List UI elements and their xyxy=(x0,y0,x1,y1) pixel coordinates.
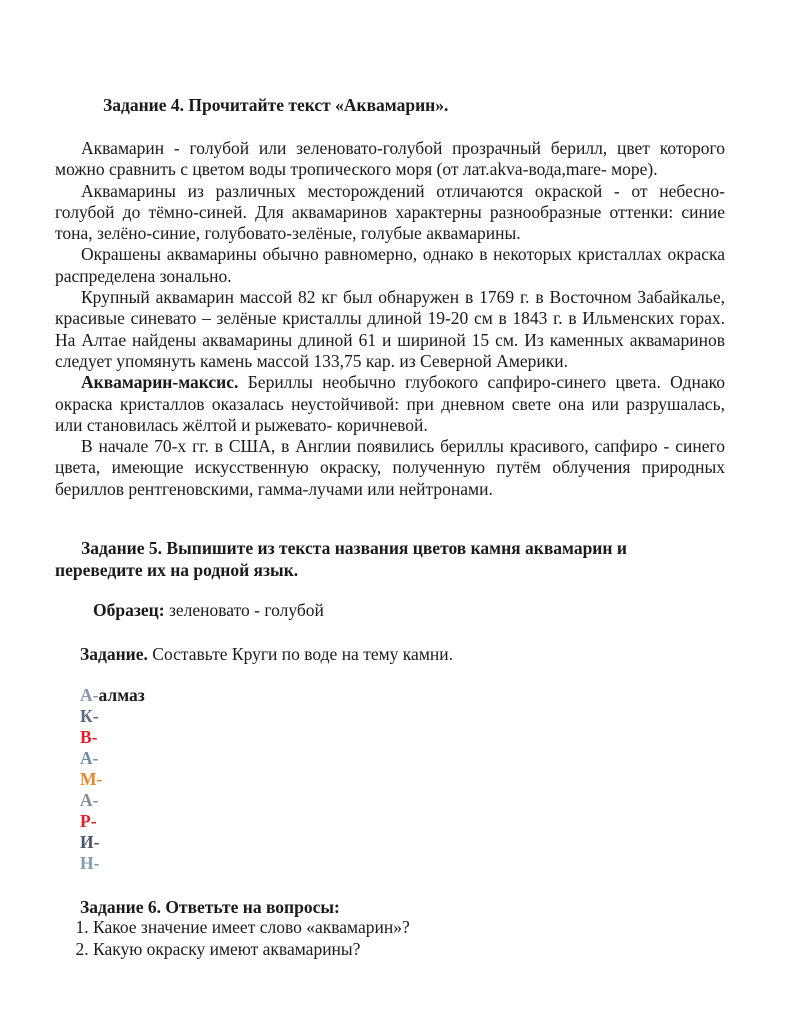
paragraph-1: Аквамарин - голубой или зеленовато-голубой прозрачный берилл, цвет которого можно сравнить с цветом воды тропического моря (от лат.akva-вода,mare- море). xyxy=(55,138,725,180)
questions-list xyxy=(55,916,410,960)
paragraph-3: Окрашены аквамарины обычно равномерно, однако в некоторых кристаллах окраска распределена зонально. xyxy=(55,244,725,286)
question-item: 2. Какую окраску имеют аквамарины? xyxy=(93,938,410,960)
task6-title: Задание 6. Ответьте на вопросы: xyxy=(80,897,340,917)
acrostic-letter: М- xyxy=(80,769,103,789)
acrostic-line xyxy=(80,727,145,748)
acrostic-line xyxy=(80,685,145,706)
sample-line xyxy=(93,600,324,621)
acrostic-letter: В- xyxy=(80,727,98,747)
question-item: 1. Какое значение имеет слово «аквамарин»? xyxy=(93,916,410,938)
acrostic-letter: А- xyxy=(80,685,99,705)
sample-label: Образец: xyxy=(93,600,165,620)
acrostic-line xyxy=(80,706,145,727)
acrostic-letter: А- xyxy=(80,748,99,768)
acrostic-line xyxy=(80,811,145,832)
acrostic-list xyxy=(80,685,145,874)
acrostic-letter: А- xyxy=(80,790,99,810)
task4-title: Задание 4. Прочитайте текст «Аквамарин». xyxy=(103,95,449,115)
paragraph-4: Крупный аквамарин массой 82 кг был обнаружен в 1769 г. в Восточном Забайкалье, красивые синевато – зелёные кристаллы длиной 19-20 см в 1843 г. в Ильменских горах. На Алтае найдены аквамарины длиной 61 и шириной 15 см. Из каменных аквамаринов следует упомянуть камень массой 133,75 кар. из Северной Америки. xyxy=(55,287,725,371)
task5-title: Задание 5. Выпишите из текста названия цветов камня аквамарин и переведите их на родной язык. xyxy=(55,538,627,580)
acrostic-letter: Н- xyxy=(80,853,100,873)
extra-task-text: Составьте Круги по воде на тему камни. xyxy=(147,644,453,664)
sample-text: зеленовато - голубой xyxy=(164,600,324,620)
acrostic-line xyxy=(80,769,145,790)
acrostic-line xyxy=(80,748,145,769)
paragraph-5-text: Бериллы необычно глубокого сапфиро-синего цвета. Однако окраска кристаллов оказалась неустойчивой: при дневном свете она или разрушалась, или становилась жёлтой и рыжевато- коричневой. xyxy=(55,372,725,435)
acrostic-line xyxy=(80,790,145,811)
paragraph-2: Аквамарины из различных месторождений отличаются окраской - от небесно-голубой до тёмно-синей. Для аквамаринов характерны разнообразные оттенки: синие тона, зелёно-синие, голубовато-зелёные, голубые аквамарины. xyxy=(55,180,725,244)
acrostic-letter: К- xyxy=(80,706,99,726)
acrostic-letter: Р- xyxy=(80,811,97,831)
aquamarine-maxis-term: Аквамарин-максис. xyxy=(81,372,239,393)
extra-task-line xyxy=(80,644,453,665)
extra-task-label: Задание. xyxy=(80,644,148,664)
acrostic-line xyxy=(80,832,145,853)
acrostic-line xyxy=(80,853,145,874)
paragraph-6: В начале 70-х гг. в США, в Англии появились бериллы красивого, сапфиро - синего цвета, имеющие искусственную окраску, полученную путём облучения природных бериллов рентгеновскими, гамма-лучами или нейтронами. xyxy=(55,436,725,499)
acrostic-word: алмаз xyxy=(98,685,145,705)
acrostic-letter: И- xyxy=(80,832,100,852)
paragraph-5 xyxy=(55,372,725,436)
task4-text xyxy=(55,138,725,500)
